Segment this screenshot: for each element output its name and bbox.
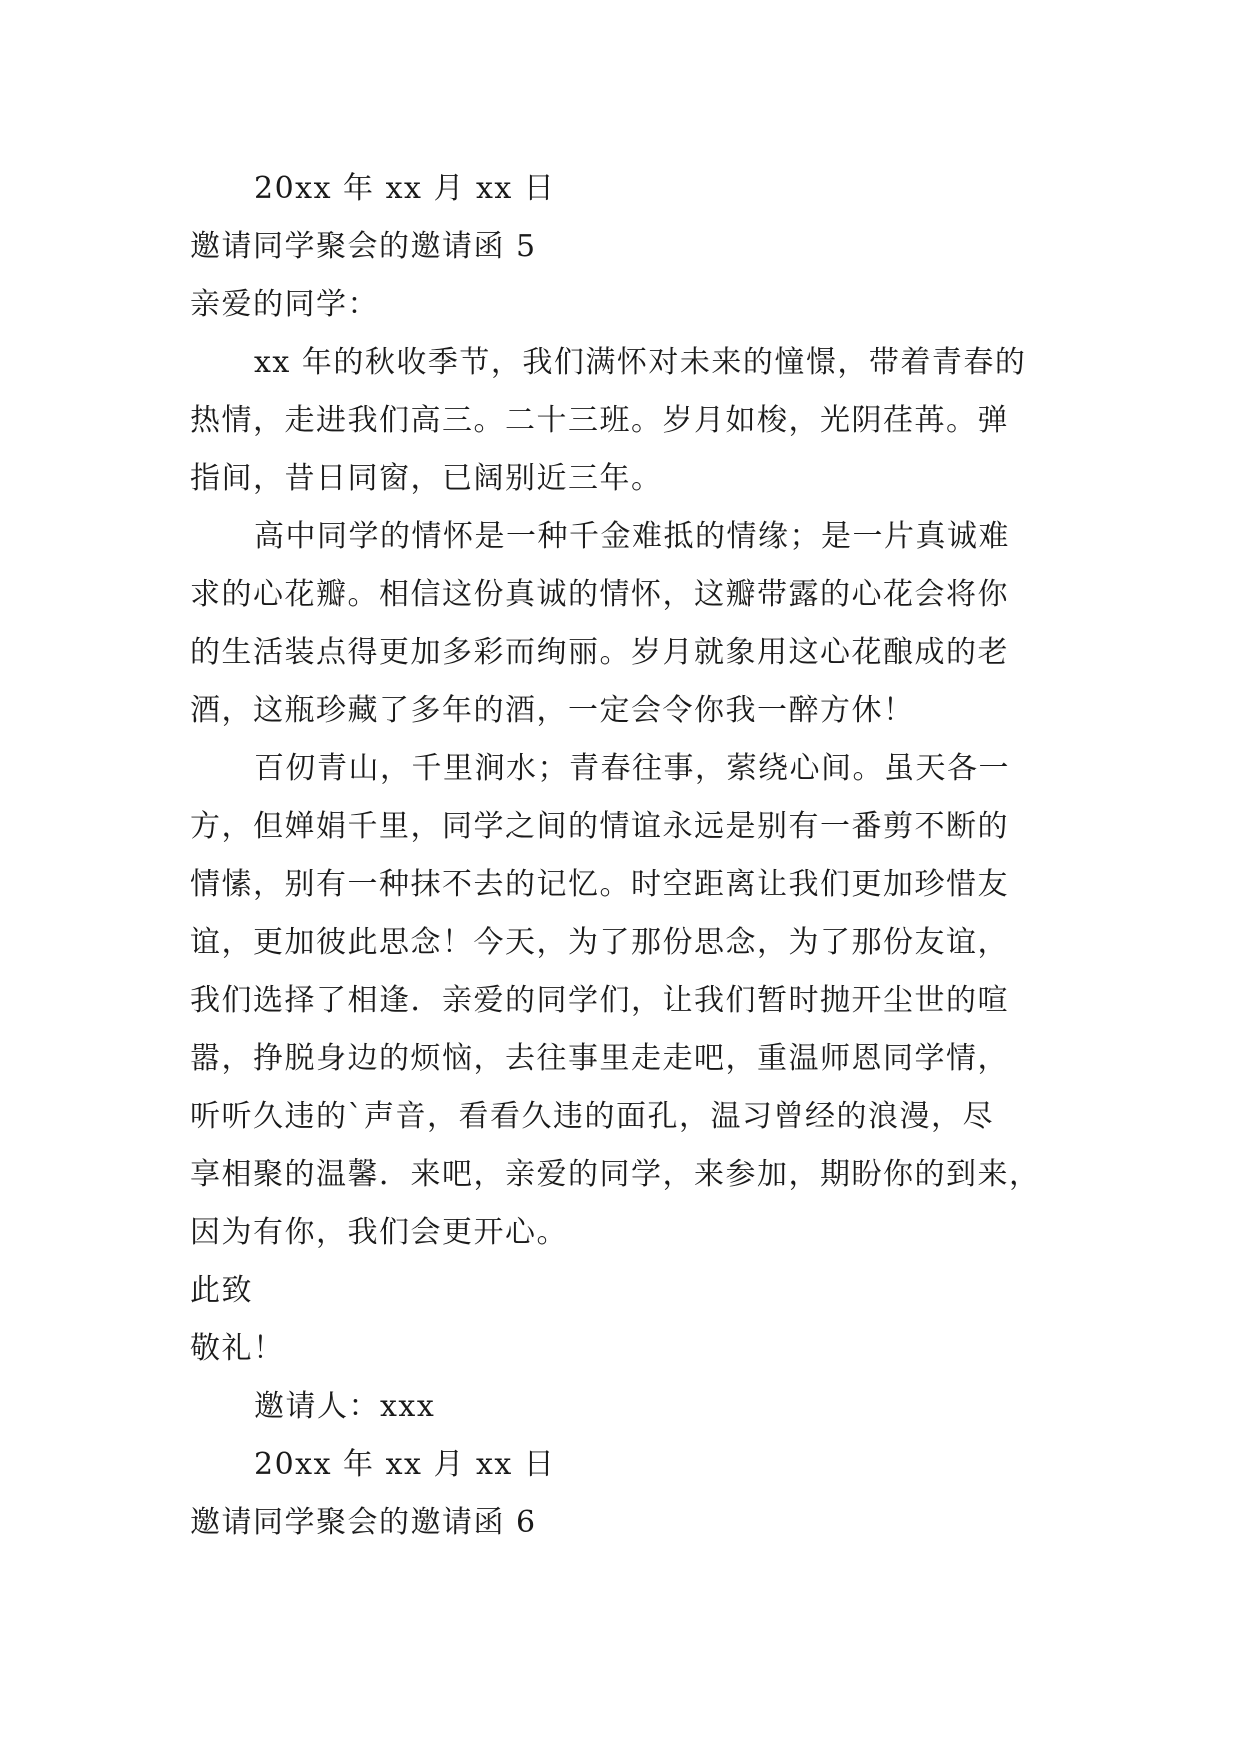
paragraph-line: 嚣，挣脱身边的烦恼，去往事里走走吧，重温师恩同学情， bbox=[190, 1041, 1009, 1076]
document-page bbox=[190, 160, 1070, 1552]
next-letter-title: 邀请同学聚会的邀请函 6 bbox=[190, 1505, 537, 1540]
paragraph-line: 情愫，别有一种抹不去的记忆。时空距离让我们更加珍惜友 bbox=[190, 867, 1009, 902]
paragraph-2 bbox=[190, 508, 1070, 740]
inviter: 邀请人：xxx bbox=[254, 1389, 436, 1424]
paragraph-line: 享相聚的温馨．来吧，亲爱的同学，来参加，期盼你的到来， bbox=[190, 1157, 1041, 1192]
paragraph-line: 求的心花瓣。相信这份真诚的情怀，这瓣带露的心花会将你 bbox=[190, 577, 1009, 612]
closing-line-2: 敬礼！ bbox=[190, 1331, 285, 1366]
paragraph-line: 热情，走进我们高三。二十三班。岁月如梭，光阴荏苒。弹 bbox=[190, 403, 1009, 438]
paragraph-line: 因为有你，我们会更开心。 bbox=[190, 1215, 568, 1250]
top-date: 20xx 年 xx 月 xx 日 bbox=[254, 171, 556, 206]
paragraph-line: 听听久违的`声音，看看久违的面孔，温习曾经的浪漫，尽 bbox=[190, 1099, 994, 1134]
paragraph-line: xx 年的秋收季节，我们满怀对未来的憧憬，带着青春的 bbox=[254, 345, 1027, 380]
paragraph-line: 指间，昔日同窗，已阔别近三年。 bbox=[190, 461, 663, 496]
paragraph-line: 我们选择了相逢．亲爱的同学们，让我们暂时抛开尘世的喧 bbox=[190, 983, 1009, 1018]
paragraph-3 bbox=[190, 740, 1070, 1262]
paragraph-line: 高中同学的情怀是一种千金难抵的情缘；是一片真诚难 bbox=[254, 519, 1010, 554]
paragraph-line: 的生活装点得更加多彩而绚丽。岁月就象用这心花酿成的老 bbox=[190, 635, 1009, 670]
letter-title: 邀请同学聚会的邀请函 5 bbox=[190, 229, 537, 264]
closing-line-1: 此致 bbox=[190, 1273, 253, 1308]
paragraph-line: 酒，这瓶珍藏了多年的酒，一定会令你我一醉方休！ bbox=[190, 693, 915, 728]
paragraph-line: 百仞青山，千里涧水；青春往事，萦绕心间。虽天各一 bbox=[254, 751, 1010, 786]
salutation: 亲爱的同学： bbox=[190, 287, 379, 322]
paragraph-line: 方，但婵娟千里，同学之间的情谊永远是别有一番剪不断的 bbox=[190, 809, 1009, 844]
bottom-date: 20xx 年 xx 月 xx 日 bbox=[254, 1447, 556, 1482]
paragraph-1 bbox=[190, 334, 1070, 508]
paragraph-line: 谊，更加彼此思念！今天，为了那份思念，为了那份友谊， bbox=[190, 925, 1009, 960]
